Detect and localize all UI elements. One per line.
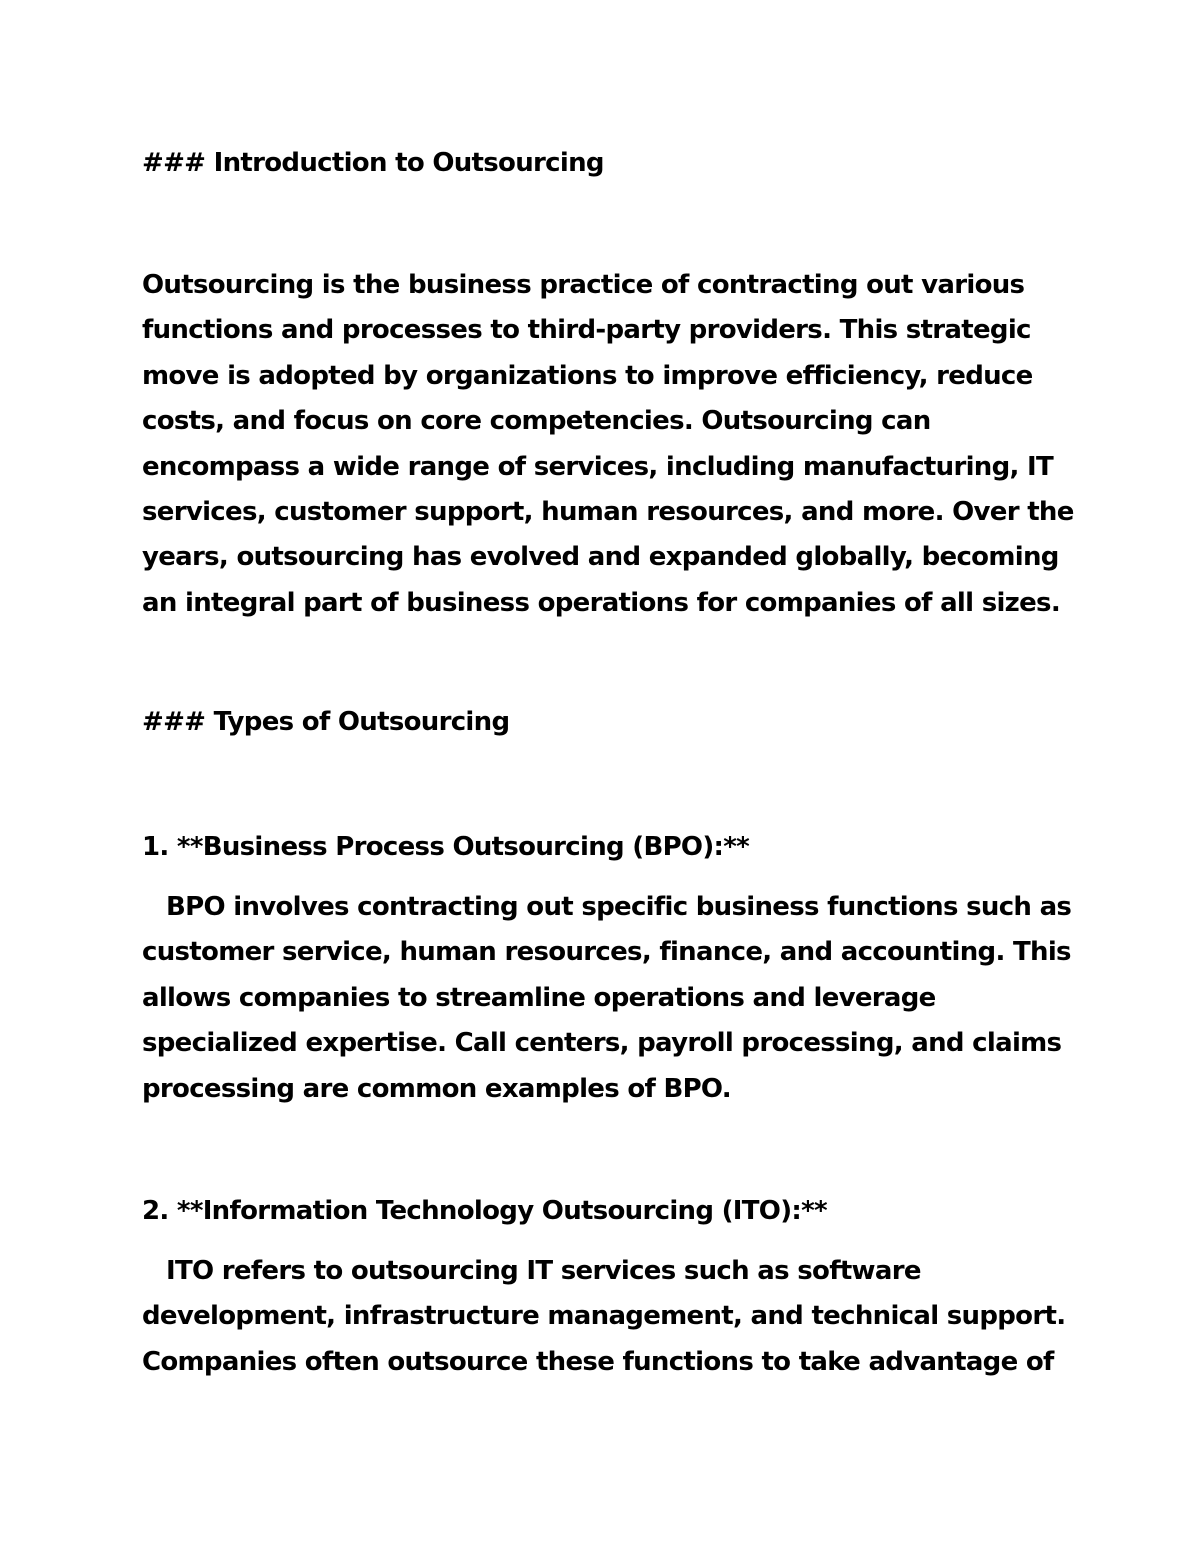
intro-line: an integral part of business operations for companies of all sizes. bbox=[142, 587, 1060, 618]
ito-title-text: 2. **Information Technology Outsourcing (ITO):** bbox=[142, 1196, 827, 1226]
ito-item-title bbox=[142, 1189, 1062, 1234]
intro-line: functions and processes to third-party providers. This strategic bbox=[142, 315, 1031, 346]
intro-line: costs, and focus on core competencies. Outsourcing can bbox=[142, 406, 931, 437]
bpo-line: allows companies to streamline operations and leverage bbox=[142, 982, 936, 1013]
types-heading bbox=[142, 700, 1062, 745]
bpo-title-text: 1. **Business Process Outsourcing (BPO):** bbox=[142, 832, 750, 862]
intro-heading bbox=[142, 141, 1062, 186]
intro-line: move is adopted by organizations to improve efficiency, reduce bbox=[142, 360, 1033, 391]
intro-heading-text: ### Introduction to Outsourcing bbox=[142, 148, 604, 178]
ito-line: Companies often outsource these functions to take advantage of bbox=[142, 1346, 1054, 1377]
intro-paragraph bbox=[142, 263, 1074, 626]
intro-line: encompass a wide range of services, including manufacturing, IT bbox=[142, 451, 1054, 482]
intro-line: years, outsourcing has evolved and expanded globally, becoming bbox=[142, 542, 1059, 573]
intro-line: Outsourcing is the business practice of contracting out various bbox=[142, 270, 1025, 300]
bpo-line: processing are common examples of BPO. bbox=[142, 1073, 731, 1104]
bpo-item-title bbox=[142, 825, 1062, 870]
bpo-line: customer service, human resources, finance, and accounting. This bbox=[142, 937, 1071, 968]
bpo-item-body bbox=[142, 885, 1072, 1112]
intro-line: services, customer support, human resources, and more. Over the bbox=[142, 496, 1074, 527]
bpo-line: specialized expertise. Call centers, payroll processing, and claims bbox=[142, 1028, 1062, 1059]
bpo-line: BPO involves contracting out specific business functions such as bbox=[166, 892, 1072, 922]
ito-item-body bbox=[142, 1249, 1066, 1385]
ito-line: ITO refers to outsourcing IT services such as software bbox=[166, 1256, 921, 1286]
ito-line: development, infrastructure management, and technical support. bbox=[142, 1301, 1066, 1332]
types-heading-text: ### Types of Outsourcing bbox=[142, 707, 510, 737]
